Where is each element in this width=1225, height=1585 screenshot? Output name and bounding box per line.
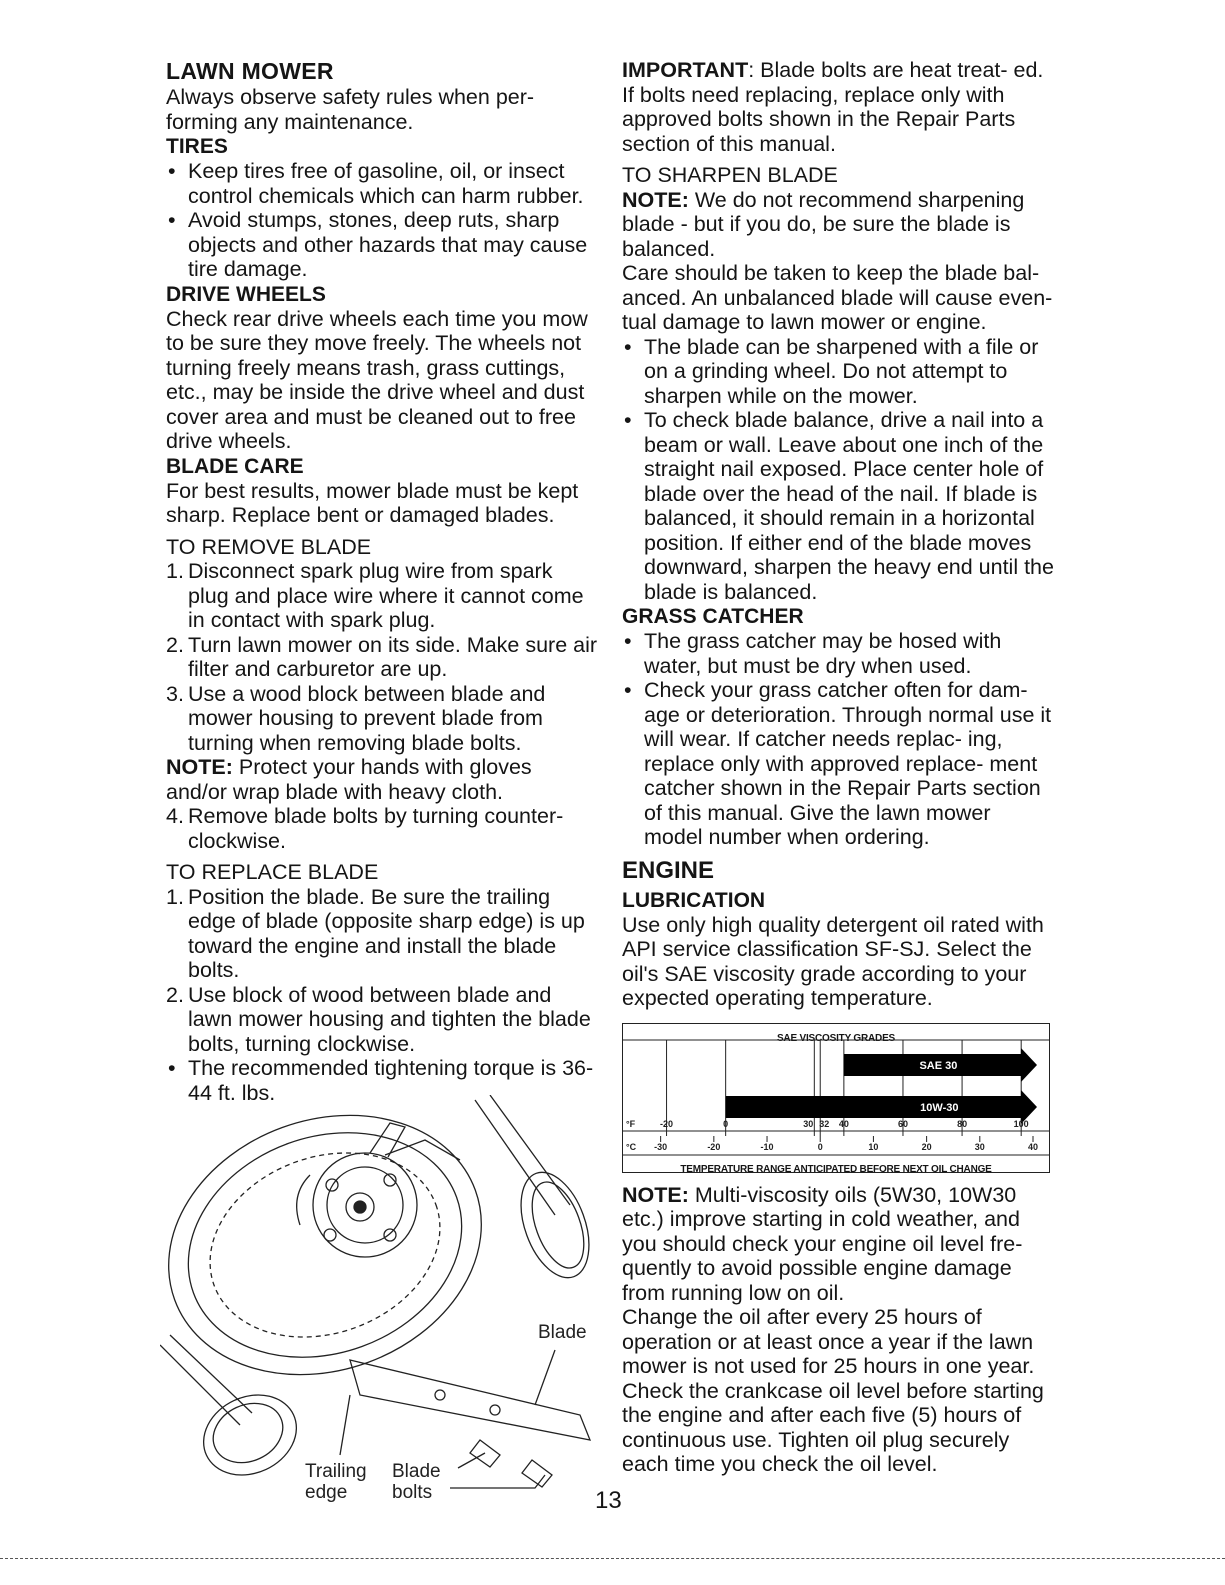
blade-hole [490, 1405, 500, 1415]
spark-plug [370, 1123, 405, 1157]
left-column [166, 58, 598, 1105]
step-number: 2. [166, 632, 184, 657]
handle-arm-lower [160, 1345, 240, 1425]
chart-c-unit: °C [626, 1141, 637, 1152]
check-oil-text: Check the crankcase oil level before starting the engine and after each five (5) hours of continuous use. Tighten oil plug securely each time you check the oil level. [622, 1378, 1044, 1476]
chart-f-tick-label: 30 [803, 1118, 814, 1129]
list-item: • The recommended tightening torque is 36-44 ft. lbs. [166, 1056, 598, 1105]
tires-list [166, 159, 598, 282]
protect-note [166, 755, 598, 804]
drive-wheels-heading: DRIVE WHEELS [166, 282, 326, 306]
multi-viscosity-note [622, 1183, 1054, 1306]
front-wheel-inner [522, 1175, 594, 1275]
chart-f-tick-label: 40 [838, 1118, 849, 1129]
grass-catcher-heading: GRASS CATCHER [622, 605, 804, 628]
step-number: 4. [166, 804, 184, 828]
sharpen-note [622, 188, 1054, 262]
engine-heading: ENGINE [622, 856, 715, 884]
blade-hole [435, 1390, 445, 1400]
important-label: IMPORTANT [622, 58, 749, 82]
engine-shroud [297, 1175, 310, 1225]
handle-arm [475, 1100, 555, 1215]
note-text: Multi-viscosity oils (5W30, 10W30 etc.) improve starting in cold weather, and you should check your engine oil level fre- quently to avoid possible engine damage from running low on oil. [622, 1182, 1023, 1305]
page-number: 13 [595, 1487, 622, 1514]
leader-line-trailing [340, 1395, 350, 1455]
lubrication-text: Use only high quality detergent oil rated with API service classification SF-SJ. Select the oil's SAE viscosity grade according to your expected operating temperature. [622, 912, 1044, 1010]
leader-line-blade [535, 1350, 555, 1405]
leader-line-bolts [450, 1475, 545, 1488]
chart-xlabel: TEMPERATURE RANGE ANTICIPATED BEFORE NEXT OIL CHANGE [680, 1163, 992, 1175]
step-number: 1. [166, 559, 184, 583]
list-item [166, 885, 598, 983]
lubrication-heading: LUBRICATION [622, 888, 766, 912]
chart-bar-label: SAE 30 [919, 1059, 958, 1072]
lawn-mower-heading: LAWN MOWER [166, 58, 334, 84]
note-label: NOTE: [622, 187, 689, 212]
chart-c-tick-label: 40 [1027, 1141, 1039, 1152]
chart-f-unit: °F [626, 1118, 636, 1129]
note-label: NOTE: [166, 755, 233, 779]
label-blade-bolts: Blade [392, 1461, 441, 1482]
chart-bar-label: 10W-30 [920, 1101, 959, 1114]
note-text: Protect your hands with gloves and/or wrap blade with heavy cloth. [166, 755, 532, 804]
chart-bar [726, 1090, 1037, 1124]
chart-f-tick-label: -20 [660, 1118, 674, 1129]
step-text: Remove blade bolts by turning counter- clockwise. [188, 804, 564, 853]
list-item: • To check blade balance, drive a nail into a beam or wall. Leave about one inch of the straight nail exposed. Place center hole of blade over the head of the nail. If blade is balanced, it should remain in a horizontal position. If either end of the blade moves downward, sharpen the heavy end until the blade is balanced. [622, 408, 1054, 604]
chart-svg [623, 1024, 1049, 1172]
chart-c-tick-label: -30 [654, 1141, 668, 1152]
step-text: Position the blade. Be sure the trailing edge of blade (opposite sharp edge) is up toward the engine and install the blade bolts. [188, 884, 585, 982]
note-text: We do not recommend sharpening blade - but if you do, be sure the blade is balanced. [622, 187, 1025, 261]
right-column [622, 58, 1054, 1477]
chart-c-tick-label: 20 [921, 1141, 932, 1152]
step-text: Disconnect spark plug wire from spark plug and place wire where it cannot come in contact with spark plug. [188, 559, 584, 632]
blade-shape [350, 1360, 590, 1440]
list-item [166, 983, 598, 1057]
list-item [166, 804, 598, 853]
sharpen-list [622, 335, 1054, 605]
chart-f-tick-label: 32 [819, 1118, 830, 1129]
blade-bolt [522, 1460, 552, 1487]
remove-step4-list [166, 804, 598, 853]
lawn-mower-intro: Always observe safety rules when per- forming any maintenance. [166, 85, 535, 134]
remove-steps-list [166, 559, 598, 755]
list-item: • Avoid stumps, stones, deep ruts, sharp objects and other hazards that may cause tire damage. [166, 208, 598, 282]
step-text: Use a wood block between blade and mower housing to prevent blade from turning when removing blade bolts. [188, 681, 546, 755]
blade-removal-illustration [160, 1095, 605, 1515]
hub-bolt [324, 1229, 336, 1241]
list-item [166, 633, 598, 682]
chart-c-tick-label: -10 [760, 1141, 774, 1152]
chart-c-tick-label: 10 [868, 1141, 879, 1152]
tires-heading: TIRES [166, 135, 228, 158]
label-bolts: bolts [392, 1482, 433, 1503]
step-number: 3. [166, 681, 184, 706]
bottom-border [0, 1558, 1225, 1559]
chart-c-tick-label: 30 [974, 1141, 985, 1152]
label-trailing: Trailing [305, 1461, 367, 1482]
grass-catcher-list [622, 629, 1054, 850]
list-item: • Check your grass catcher often for dam- age or deterioration. Through normal use it will wear. If catcher needs replac- ing, replace only with approved replace- ment catcher shown in the Repair Parts section of this manual. Give the lawn mower model number when ordering. [622, 678, 1054, 850]
chart-title: SAE VISCOSITY GRADES [776, 1032, 896, 1044]
sharpen-blade-heading: TO SHARPEN BLADE [622, 163, 838, 187]
list-item [166, 559, 598, 633]
drive-wheels-text: Check rear drive wheels each time you mow to be sure they move freely. The wheels not turning freely means trash, grass cuttings, etc., may be inside the drive wheel and dust cover area and must be cleaned out to free drive wheels. [166, 306, 588, 453]
bottom-wheel [190, 1380, 309, 1489]
replace-blade-heading: TO REPLACE BLADE [166, 860, 379, 884]
chart-f-tick-label: 60 [897, 1118, 908, 1129]
front-wheel [508, 1163, 602, 1287]
handle-arm [490, 1095, 570, 1205]
blade-care-text: For best results, mower blade must be kept sharp. Replace bent or damaged blades. [166, 478, 579, 527]
step-text: Use block of wood between blade and lawn mower housing and tighten the blade bolts, turning clockwise. [188, 982, 591, 1056]
chart-f-tick-label: 80 [957, 1118, 968, 1129]
remove-blade-heading: TO REMOVE BLADE [166, 534, 372, 559]
label-blade: Blade [538, 1322, 587, 1343]
important-text: : Blade bolts are heat treat- ed. If bolts need replacing, replace only with approved bolts shown in the Repair Parts section of this manual. [622, 58, 1044, 156]
replace-steps-list [166, 885, 598, 1057]
wheel-outline [160, 1095, 518, 1417]
crankshaft-center [354, 1201, 366, 1213]
step-text: Turn lawn mower on its side. Make sure air filter and carburetor are up. [188, 632, 598, 681]
chart-f-tick-label: 100 [1013, 1118, 1029, 1129]
chart-c-tick-label: 0 [817, 1141, 823, 1152]
hub-bolt [384, 1229, 396, 1241]
step-number: 1. [166, 884, 184, 909]
handle-arm-lower [170, 1335, 252, 1413]
list-item: • The blade can be sharpened with a file or on a grinding wheel. Do not attempt to sharpen while on the mower. [622, 335, 1054, 409]
important-paragraph [622, 58, 1054, 156]
chart-f-tick-label: 0 [723, 1118, 729, 1129]
chart-c-tick-label: -20 [707, 1141, 721, 1152]
sae-viscosity-chart [622, 1023, 1050, 1173]
step-number: 2. [166, 982, 184, 1007]
label-edge: edge [305, 1482, 348, 1503]
care-text: Care should be taken to keep the blade bal- anced. An unbalanced blade will cause even- tual damage to lawn mower or engine. [622, 261, 1053, 334]
list-item: • The grass catcher may be hosed with water, but must be dry when used. [622, 629, 1054, 678]
list-item [166, 682, 598, 756]
change-oil-text: Change the oil after every 25 hours of operation or at least once a year if the lawn mower is not used for 25 hours in one year. [622, 1305, 1035, 1378]
blade-care-heading: BLADE CARE [166, 454, 304, 478]
list-item: • Keep tires free of gasoline, oil, or insect control chemicals which can harm rubber. [166, 159, 598, 208]
wheel-inner [160, 1096, 493, 1395]
note-label: NOTE: [622, 1182, 689, 1207]
